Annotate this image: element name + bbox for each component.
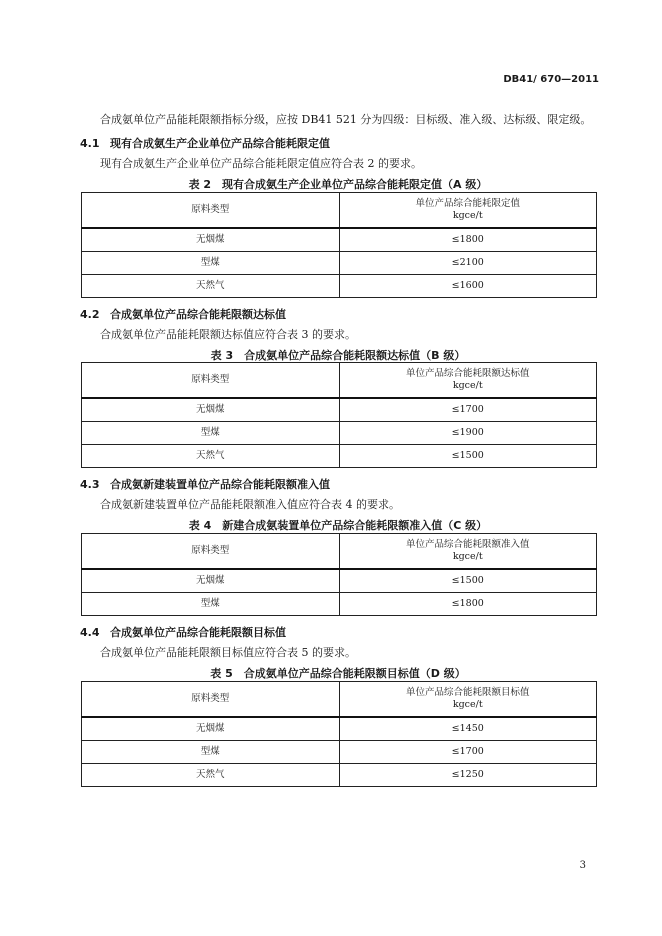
table-row: 天然气 ≤1600 bbox=[82, 275, 597, 298]
table-row: 无烟煤 ≤1500 bbox=[82, 569, 597, 593]
intro-paragraph: 合成氨单位产品能耗限额指标分级，应按 DB41 521 分为四级：目标级、准入级、达标级、限定级。 bbox=[100, 113, 592, 126]
section-4-2-text: 合成氨单位产品能耗限额达标值应符合表 3 的要求。 bbox=[100, 328, 356, 341]
section-number: 4.1 bbox=[80, 137, 100, 150]
table-4-caption: 表 4 新建合成氨装置单位产品综合能耗限额准入值（C 级） bbox=[188, 519, 488, 532]
table-3-caption: 表 3 合成氨单位产品综合能耗限额达标值（B 级） bbox=[210, 349, 466, 362]
table-header-row bbox=[82, 363, 597, 399]
table-2-caption: 表 2 现有合成氨生产企业单位产品综合能耗限定值（A 级） bbox=[188, 178, 488, 191]
section-4-2-heading bbox=[80, 306, 286, 322]
section-title: 现有合成氨生产企业单位产品综合能耗限定值 bbox=[110, 137, 330, 150]
col-header-limit: 单位产品综合能耗限额准入值 kgce/t bbox=[339, 534, 597, 570]
table-row: 天然气 ≤1500 bbox=[82, 445, 597, 468]
section-number: 4.2 bbox=[80, 308, 100, 321]
table-header-row bbox=[82, 682, 597, 718]
table-row: 无烟煤 ≤1700 bbox=[82, 398, 597, 422]
section-title: 合成氨新建装置单位产品综合能耗限额准入值 bbox=[110, 478, 330, 491]
col-header-material: 原料类型 bbox=[82, 534, 340, 570]
section-number: 4.4 bbox=[80, 626, 100, 639]
section-number: 4.3 bbox=[80, 478, 100, 491]
table-5-caption: 表 5 合成氨单位产品综合能耗限额目标值（D 级） bbox=[210, 667, 466, 680]
section-4-1-text: 现有合成氨生产企业单位产品综合能耗限定值应符合表 2 的要求。 bbox=[100, 157, 422, 170]
table-row: 型煤 ≤1700 bbox=[82, 741, 597, 764]
page-number: 3 bbox=[579, 860, 586, 871]
table-5 bbox=[81, 681, 597, 787]
col-header-limit: 单位产品综合能耗限额达标值 kgce/t bbox=[339, 363, 597, 399]
col-header-limit: 单位产品综合能耗限额目标值 kgce/t bbox=[339, 682, 597, 718]
table-4 bbox=[81, 533, 597, 616]
table-header-row bbox=[82, 193, 597, 229]
section-4-1-heading bbox=[80, 135, 330, 151]
table-header-row bbox=[82, 534, 597, 570]
document-code: DB41/ 670—2011 bbox=[503, 74, 599, 85]
section-4-4-heading bbox=[80, 624, 286, 640]
table-2 bbox=[81, 192, 597, 298]
col-header-material: 原料类型 bbox=[82, 363, 340, 399]
col-header-limit: 单位产品综合能耗限定值 kgce/t bbox=[339, 193, 597, 229]
col-header-material: 原料类型 bbox=[82, 682, 340, 718]
col-header-material: 原料类型 bbox=[82, 193, 340, 229]
section-4-3-heading bbox=[80, 476, 330, 492]
section-4-4-text: 合成氨单位产品能耗限额目标值应符合表 5 的要求。 bbox=[100, 646, 356, 659]
table-row: 天然气 ≤1250 bbox=[82, 764, 597, 787]
section-title: 合成氨单位产品综合能耗限额目标值 bbox=[110, 626, 286, 639]
table-row: 型煤 ≤1800 bbox=[82, 593, 597, 616]
table-row: 型煤 ≤1900 bbox=[82, 422, 597, 445]
table-row: 无烟煤 ≤1800 bbox=[82, 228, 597, 252]
section-title: 合成氨单位产品综合能耗限额达标值 bbox=[110, 308, 286, 321]
table-row: 型煤 ≤2100 bbox=[82, 252, 597, 275]
section-4-3-text: 合成氨新建装置单位产品能耗限额准入值应符合表 4 的要求。 bbox=[100, 498, 400, 511]
table-3 bbox=[81, 362, 597, 468]
table-row: 无烟煤 ≤1450 bbox=[82, 717, 597, 741]
